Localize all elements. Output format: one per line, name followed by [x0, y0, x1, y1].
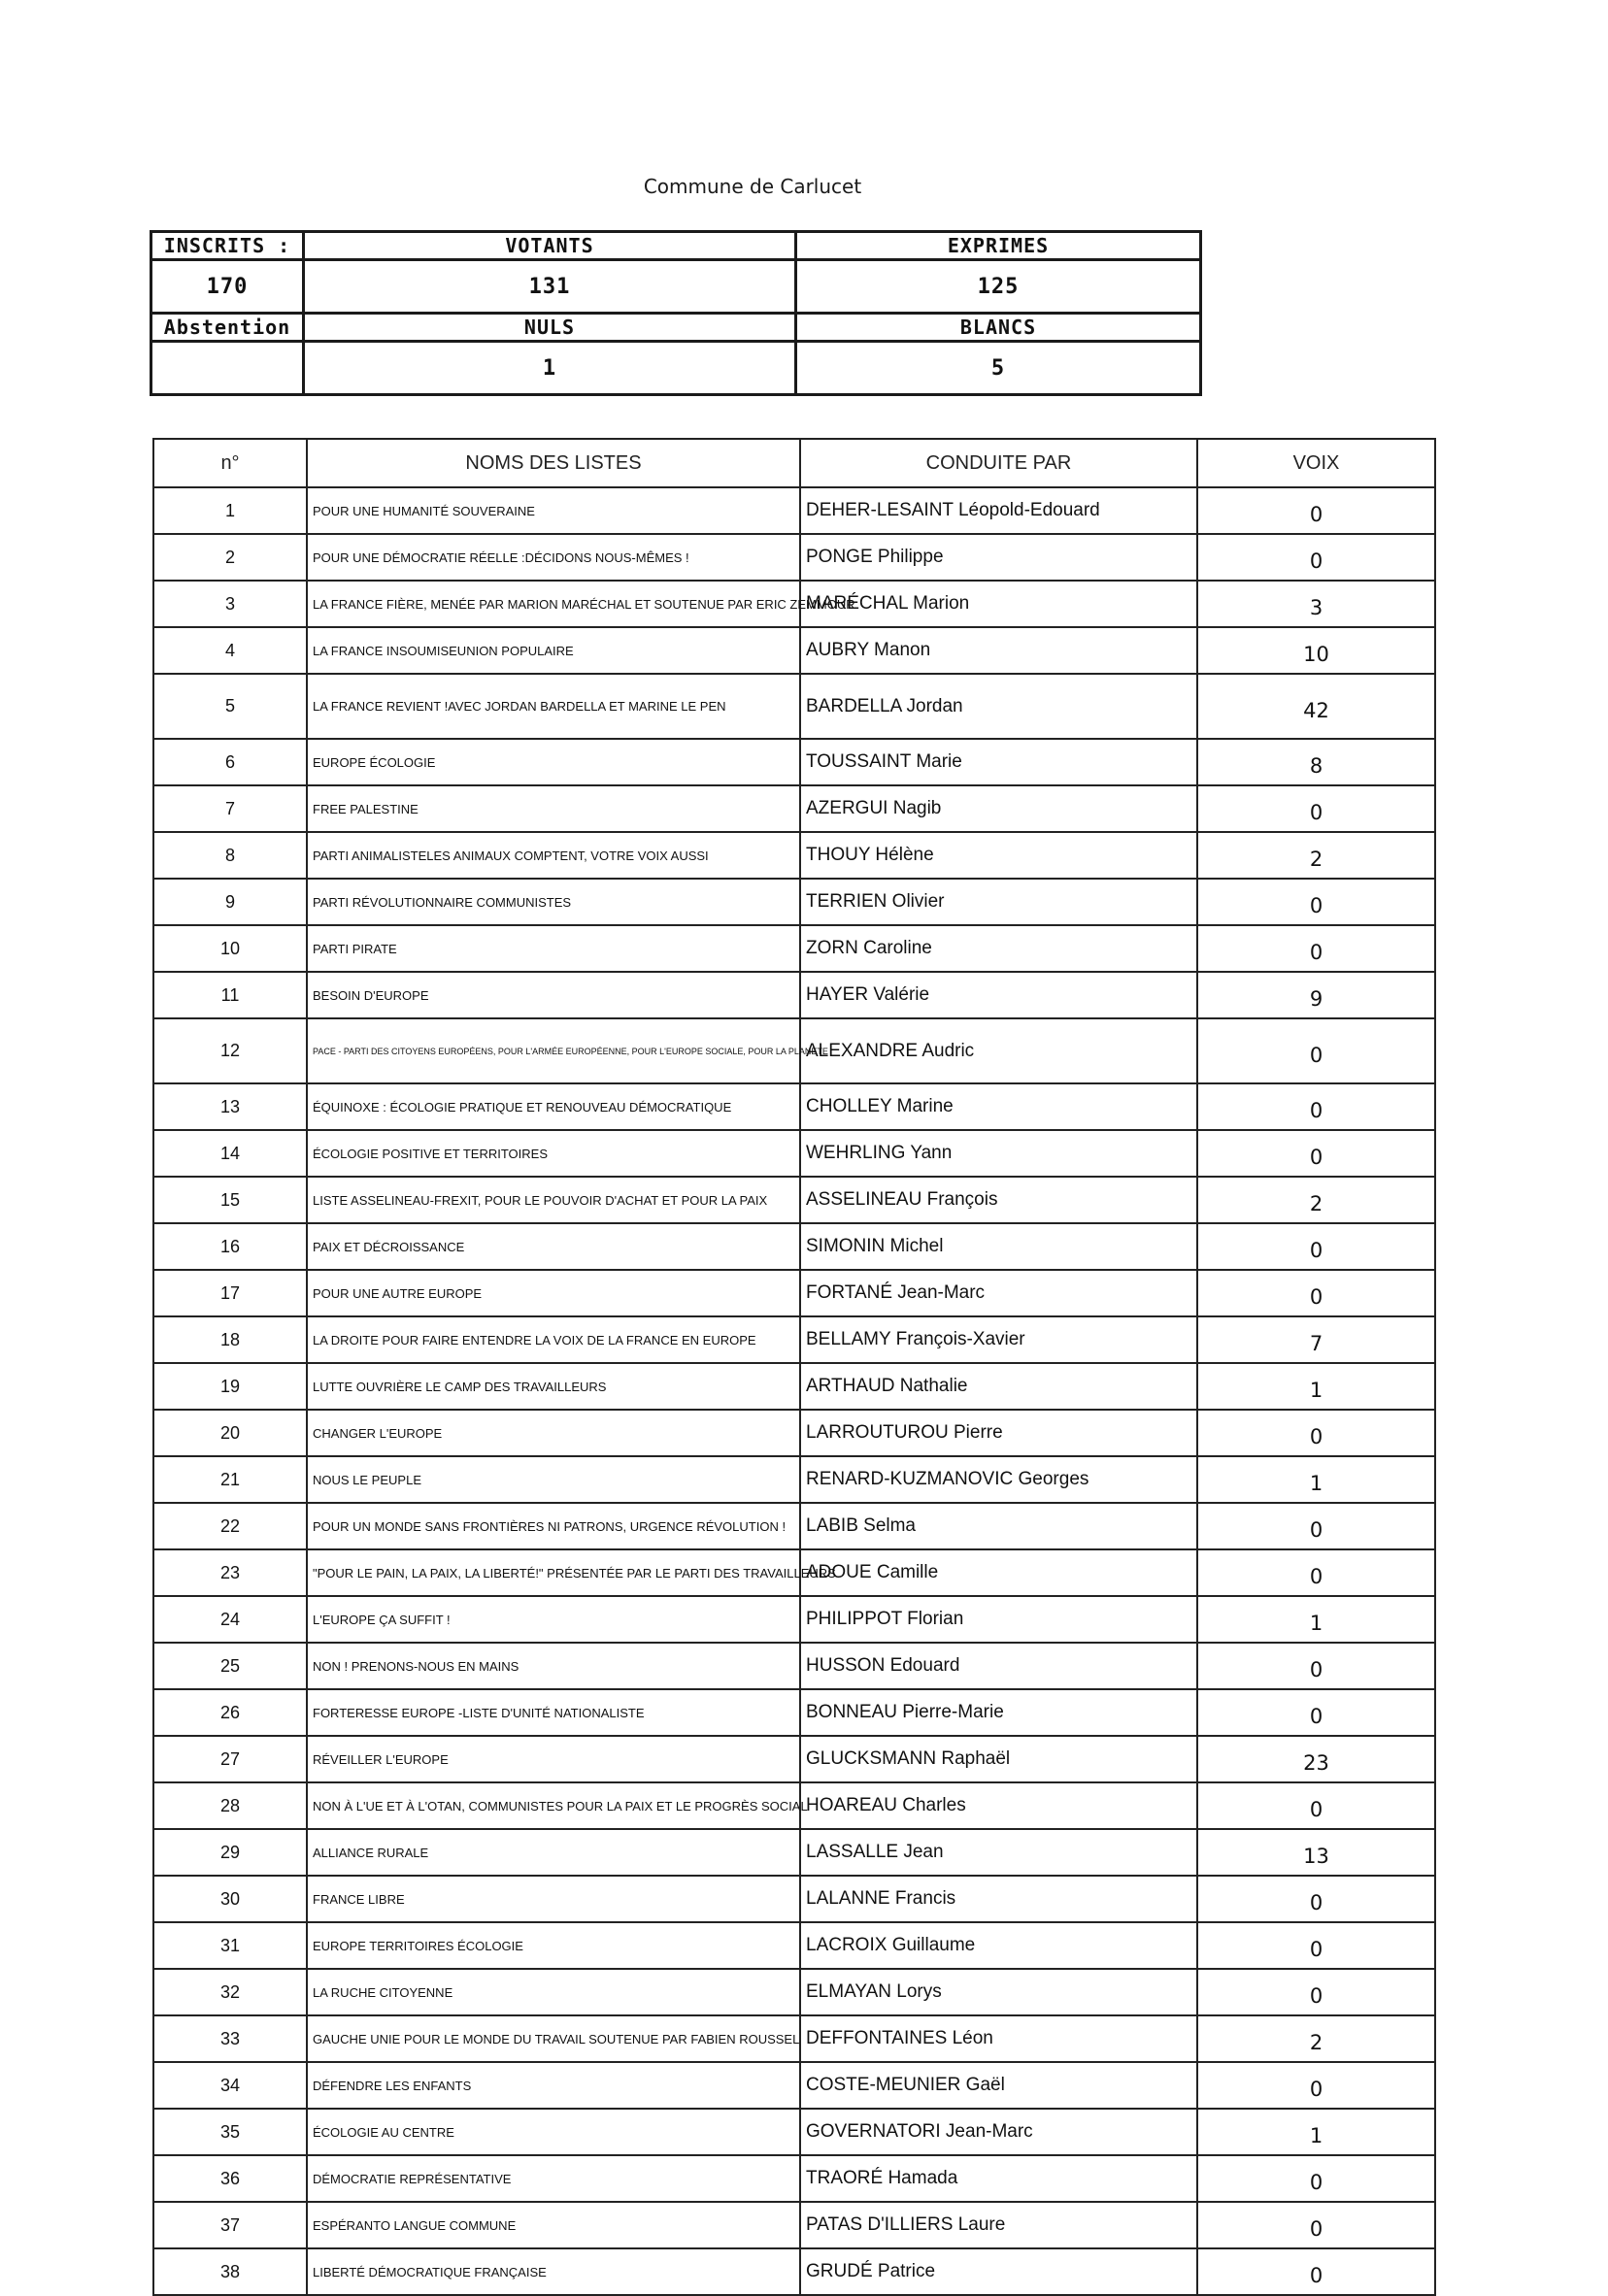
- row-number: 1: [153, 487, 307, 534]
- table-row: [153, 1363, 1435, 1410]
- table-row: [153, 1223, 1435, 1270]
- row-number: 10: [153, 925, 307, 972]
- vote-count: 0: [1197, 1689, 1435, 1736]
- vote-count: 1: [1197, 1456, 1435, 1503]
- row-number: 18: [153, 1316, 307, 1363]
- row-number: 33: [153, 2015, 307, 2062]
- header-votes: VOIX: [1197, 439, 1435, 487]
- list-name: PAIX ET DÉCROISSANCE: [307, 1223, 800, 1270]
- table-row: [153, 1130, 1435, 1177]
- blancs-label: BLANCS: [796, 314, 1201, 342]
- list-name: POUR UN MONDE SANS FRONTIÈRES NI PATRONS, URGENCE RÉVOLUTION !: [307, 1503, 800, 1549]
- page-title: Commune de Carlucet: [643, 175, 862, 198]
- table-row: [153, 2109, 1435, 2155]
- blancs-value: 5: [796, 342, 1201, 395]
- list-name: LA FRANCE INSOUMISEUNION POPULAIRE: [307, 627, 800, 674]
- table-row: [153, 1503, 1435, 1549]
- vote-count: 0: [1197, 1922, 1435, 1969]
- list-leader: HAYER Valérie: [800, 972, 1197, 1018]
- votants-label: VOTANTS: [304, 232, 796, 260]
- vote-count: 0: [1197, 1018, 1435, 1083]
- table-row: [153, 1410, 1435, 1456]
- row-number: 2: [153, 534, 307, 581]
- list-leader: BONNEAU Pierre-Marie: [800, 1689, 1197, 1736]
- table-row: [153, 1549, 1435, 1596]
- row-number: 7: [153, 785, 307, 832]
- inscrits-value: 170: [151, 260, 304, 314]
- table-row: [153, 1643, 1435, 1689]
- list-name: ALLIANCE RURALE: [307, 1829, 800, 1876]
- vote-count: 1: [1197, 2109, 1435, 2155]
- table-row: [153, 627, 1435, 674]
- row-number: 27: [153, 1736, 307, 1782]
- list-name: PACE - PARTI DES CITOYENS EUROPÉENS, POUR L'ARMÉE EUROPÉENNE, POUR L'EUROPE SOCIALE, POUR LA PLANÈTE: [307, 1018, 800, 1083]
- row-number: 23: [153, 1549, 307, 1596]
- list-leader: GRUDÉ Patrice: [800, 2248, 1197, 2295]
- list-leader: PONGE Philippe: [800, 534, 1197, 581]
- table-row: [153, 1922, 1435, 1969]
- vote-count: 0: [1197, 1270, 1435, 1316]
- row-number: 22: [153, 1503, 307, 1549]
- header-number: n°: [153, 439, 307, 487]
- vote-count: 0: [1197, 2062, 1435, 2109]
- results-table: [152, 438, 1436, 2296]
- vote-count: 0: [1197, 1549, 1435, 1596]
- summary-table: [150, 230, 1202, 396]
- table-row: [153, 1596, 1435, 1643]
- row-number: 31: [153, 1922, 307, 1969]
- vote-count: 0: [1197, 1410, 1435, 1456]
- list-name: EUROPE ÉCOLOGIE: [307, 739, 800, 785]
- vote-count: 0: [1197, 1503, 1435, 1549]
- list-name: POUR UNE AUTRE EUROPE: [307, 1270, 800, 1316]
- list-leader: LALANNE Francis: [800, 1876, 1197, 1922]
- list-name: DÉMOCRATIE REPRÉSENTATIVE: [307, 2155, 800, 2202]
- list-name: GAUCHE UNIE POUR LE MONDE DU TRAVAIL SOUTENUE PAR FABIEN ROUSSEL: [307, 2015, 800, 2062]
- row-number: 34: [153, 2062, 307, 2109]
- table-row: [153, 879, 1435, 925]
- list-leader: LACROIX Guillaume: [800, 1922, 1197, 1969]
- row-number: 11: [153, 972, 307, 1018]
- results-header-row: [153, 439, 1435, 487]
- row-number: 35: [153, 2109, 307, 2155]
- row-number: 29: [153, 1829, 307, 1876]
- nuls-label: NULS: [304, 314, 796, 342]
- vote-count: 1: [1197, 1596, 1435, 1643]
- row-number: 3: [153, 581, 307, 627]
- row-number: 24: [153, 1596, 307, 1643]
- vote-count: 7: [1197, 1316, 1435, 1363]
- list-leader: COSTE-MEUNIER Gaël: [800, 2062, 1197, 2109]
- header-led-by: CONDUITE PAR: [800, 439, 1197, 487]
- list-name: ÉCOLOGIE POSITIVE ET TERRITOIRES: [307, 1130, 800, 1177]
- list-name: PARTI ANIMALISTELES ANIMAUX COMPTENT, VOTRE VOIX AUSSI: [307, 832, 800, 879]
- abstention-label: Abstention: [151, 314, 304, 342]
- table-row: [153, 1829, 1435, 1876]
- list-name: ÉCOLOGIE AU CENTRE: [307, 2109, 800, 2155]
- abstention-value: [151, 342, 304, 395]
- table-row: [153, 1083, 1435, 1130]
- row-number: 17: [153, 1270, 307, 1316]
- vote-count: 0: [1197, 2202, 1435, 2248]
- vote-count: 8: [1197, 739, 1435, 785]
- list-leader: GOVERNATORI Jean-Marc: [800, 2109, 1197, 2155]
- list-name: BESOIN D'EUROPE: [307, 972, 800, 1018]
- vote-count: 0: [1197, 1876, 1435, 1922]
- vote-count: 1: [1197, 1363, 1435, 1410]
- list-leader: ZORN Caroline: [800, 925, 1197, 972]
- list-name: POUR UNE DÉMOCRATIE RÉELLE :DÉCIDONS NOUS-MÊMES !: [307, 534, 800, 581]
- vote-count: 0: [1197, 1969, 1435, 2015]
- row-number: 32: [153, 1969, 307, 2015]
- table-row: [153, 2202, 1435, 2248]
- list-name: NON ! PRENONS-NOUS EN MAINS: [307, 1643, 800, 1689]
- table-row: [153, 2248, 1435, 2295]
- list-name: POUR UNE HUMANITÉ SOUVERAINE: [307, 487, 800, 534]
- table-row: [153, 832, 1435, 879]
- list-name: ESPÉRANTO LANGUE COMMUNE: [307, 2202, 800, 2248]
- list-name: LA RUCHE CITOYENNE: [307, 1969, 800, 2015]
- table-row: [153, 1018, 1435, 1083]
- list-leader: HOAREAU Charles: [800, 1782, 1197, 1829]
- list-name: DÉFENDRE LES ENFANTS: [307, 2062, 800, 2109]
- list-leader: DEHER-LESAINT Léopold-Edouard: [800, 487, 1197, 534]
- row-number: 9: [153, 879, 307, 925]
- vote-count: 2: [1197, 832, 1435, 879]
- list-leader: DEFFONTAINES Léon: [800, 2015, 1197, 2062]
- row-number: 6: [153, 739, 307, 785]
- table-row: [153, 581, 1435, 627]
- row-number: 16: [153, 1223, 307, 1270]
- table-row: [153, 487, 1435, 534]
- table-row: [153, 1316, 1435, 1363]
- list-leader: FORTANÉ Jean-Marc: [800, 1270, 1197, 1316]
- vote-count: 0: [1197, 1782, 1435, 1829]
- row-number: 21: [153, 1456, 307, 1503]
- table-row: [153, 1689, 1435, 1736]
- vote-count: 42: [1197, 674, 1435, 739]
- vote-count: 2: [1197, 2015, 1435, 2062]
- row-number: 19: [153, 1363, 307, 1410]
- vote-count: 9: [1197, 972, 1435, 1018]
- list-leader: THOUY Hélène: [800, 832, 1197, 879]
- row-number: 15: [153, 1177, 307, 1223]
- list-leader: LABIB Selma: [800, 1503, 1197, 1549]
- vote-count: 0: [1197, 879, 1435, 925]
- vote-count: 0: [1197, 2155, 1435, 2202]
- table-row: [153, 785, 1435, 832]
- row-number: 8: [153, 832, 307, 879]
- inscrits-label: INSCRITS :: [151, 232, 304, 260]
- list-leader: GLUCKSMANN Raphaël: [800, 1736, 1197, 1782]
- list-leader: BARDELLA Jordan: [800, 674, 1197, 739]
- nuls-value: 1: [304, 342, 796, 395]
- table-row: [153, 1456, 1435, 1503]
- row-number: 5: [153, 674, 307, 739]
- table-row: [153, 1736, 1435, 1782]
- list-leader: TOUSSAINT Marie: [800, 739, 1197, 785]
- vote-count: 0: [1197, 1223, 1435, 1270]
- table-row: [153, 674, 1435, 739]
- vote-count: 0: [1197, 785, 1435, 832]
- list-name: NOUS LE PEUPLE: [307, 1456, 800, 1503]
- list-leader: ADOUE Camille: [800, 1549, 1197, 1596]
- vote-count: 0: [1197, 1083, 1435, 1130]
- list-leader: PHILIPPOT Florian: [800, 1596, 1197, 1643]
- header-list-name: NOMS DES LISTES: [307, 439, 800, 487]
- row-number: 28: [153, 1782, 307, 1829]
- votants-value: 131: [304, 260, 796, 314]
- list-name: LIBERTÉ DÉMOCRATIQUE FRANÇAISE: [307, 2248, 800, 2295]
- list-name: LISTE ASSELINEAU-FREXIT, POUR LE POUVOIR D'ACHAT ET POUR LA PAIX: [307, 1177, 800, 1223]
- row-number: 20: [153, 1410, 307, 1456]
- vote-count: 23: [1197, 1736, 1435, 1782]
- table-row: [153, 1969, 1435, 2015]
- list-leader: PATAS D'ILLIERS Laure: [800, 2202, 1197, 2248]
- list-name: LA FRANCE FIÈRE, MENÉE PAR MARION MARÉCHAL ET SOUTENUE PAR ERIC ZEMMOUR: [307, 581, 800, 627]
- list-leader: AUBRY Manon: [800, 627, 1197, 674]
- table-row: [153, 739, 1435, 785]
- table-row: [153, 2062, 1435, 2109]
- list-leader: ALEXANDRE Audric: [800, 1018, 1197, 1083]
- vote-count: 0: [1197, 534, 1435, 581]
- row-number: 13: [153, 1083, 307, 1130]
- table-row: [153, 2015, 1435, 2062]
- table-row: [153, 1876, 1435, 1922]
- list-name: LUTTE OUVRIÈRE LE CAMP DES TRAVAILLEURS: [307, 1363, 800, 1410]
- exprimes-value: 125: [796, 260, 1201, 314]
- list-leader: HUSSON Edouard: [800, 1643, 1197, 1689]
- list-name: LA DROITE POUR FAIRE ENTENDRE LA VOIX DE LA FRANCE EN EUROPE: [307, 1316, 800, 1363]
- list-name: PARTI PIRATE: [307, 925, 800, 972]
- list-leader: WEHRLING Yann: [800, 1130, 1197, 1177]
- list-name: EUROPE TERRITOIRES ÉCOLOGIE: [307, 1922, 800, 1969]
- row-number: 30: [153, 1876, 307, 1922]
- vote-count: 2: [1197, 1177, 1435, 1223]
- table-row: [153, 925, 1435, 972]
- row-number: 12: [153, 1018, 307, 1083]
- table-row: [153, 1782, 1435, 1829]
- row-number: 4: [153, 627, 307, 674]
- list-name: "POUR LE PAIN, LA PAIX, LA LIBERTÉ!" PRÉSENTÉE PAR LE PARTI DES TRAVAILLEURS: [307, 1549, 800, 1596]
- list-leader: ELMAYAN Lorys: [800, 1969, 1197, 2015]
- table-row: [153, 972, 1435, 1018]
- list-name: NON À L'UE ET À L'OTAN, COMMUNISTES POUR LA PAIX ET LE PROGRÈS SOCIAL: [307, 1782, 800, 1829]
- row-number: 14: [153, 1130, 307, 1177]
- list-name: FORTERESSE EUROPE -LISTE D'UNITÉ NATIONALISTE: [307, 1689, 800, 1736]
- list-leader: BELLAMY François-Xavier: [800, 1316, 1197, 1363]
- list-leader: TRAORÉ Hamada: [800, 2155, 1197, 2202]
- table-row: [153, 2155, 1435, 2202]
- list-name: CHANGER L'EUROPE: [307, 1410, 800, 1456]
- vote-count: 0: [1197, 2248, 1435, 2295]
- list-leader: RENARD-KUZMANOVIC Georges: [800, 1456, 1197, 1503]
- vote-count: 0: [1197, 487, 1435, 534]
- list-leader: LARROUTUROU Pierre: [800, 1410, 1197, 1456]
- table-row: [153, 534, 1435, 581]
- row-number: 25: [153, 1643, 307, 1689]
- table-row: [153, 1177, 1435, 1223]
- vote-count: 13: [1197, 1829, 1435, 1876]
- table-row: [153, 1270, 1435, 1316]
- list-name: L'EUROPE ÇA SUFFIT !: [307, 1596, 800, 1643]
- list-name: FRANCE LIBRE: [307, 1876, 800, 1922]
- row-number: 26: [153, 1689, 307, 1736]
- list-name: FREE PALESTINE: [307, 785, 800, 832]
- row-number: 36: [153, 2155, 307, 2202]
- list-leader: ARTHAUD Nathalie: [800, 1363, 1197, 1410]
- vote-count: 3: [1197, 581, 1435, 627]
- list-leader: CHOLLEY Marine: [800, 1083, 1197, 1130]
- vote-count: 0: [1197, 925, 1435, 972]
- vote-count: 10: [1197, 627, 1435, 674]
- list-leader: SIMONIN Michel: [800, 1223, 1197, 1270]
- list-name: ÉQUINOXE : ÉCOLOGIE PRATIQUE ET RENOUVEAU DÉMOCRATIQUE: [307, 1083, 800, 1130]
- list-leader: ASSELINEAU François: [800, 1177, 1197, 1223]
- row-number: 38: [153, 2248, 307, 2295]
- list-name: LA FRANCE REVIENT !AVEC JORDAN BARDELLA ET MARINE LE PEN: [307, 674, 800, 739]
- list-leader: TERRIEN Olivier: [800, 879, 1197, 925]
- list-name: RÉVEILLER L'EUROPE: [307, 1736, 800, 1782]
- vote-count: 0: [1197, 1130, 1435, 1177]
- list-leader: LASSALLE Jean: [800, 1829, 1197, 1876]
- list-leader: MARÉCHAL Marion: [800, 581, 1197, 627]
- row-number: 37: [153, 2202, 307, 2248]
- exprimes-label: EXPRIMES: [796, 232, 1201, 260]
- vote-count: 0: [1197, 1643, 1435, 1689]
- list-leader: AZERGUI Nagib: [800, 785, 1197, 832]
- list-name: PARTI RÉVOLUTIONNAIRE COMMUNISTES: [307, 879, 800, 925]
